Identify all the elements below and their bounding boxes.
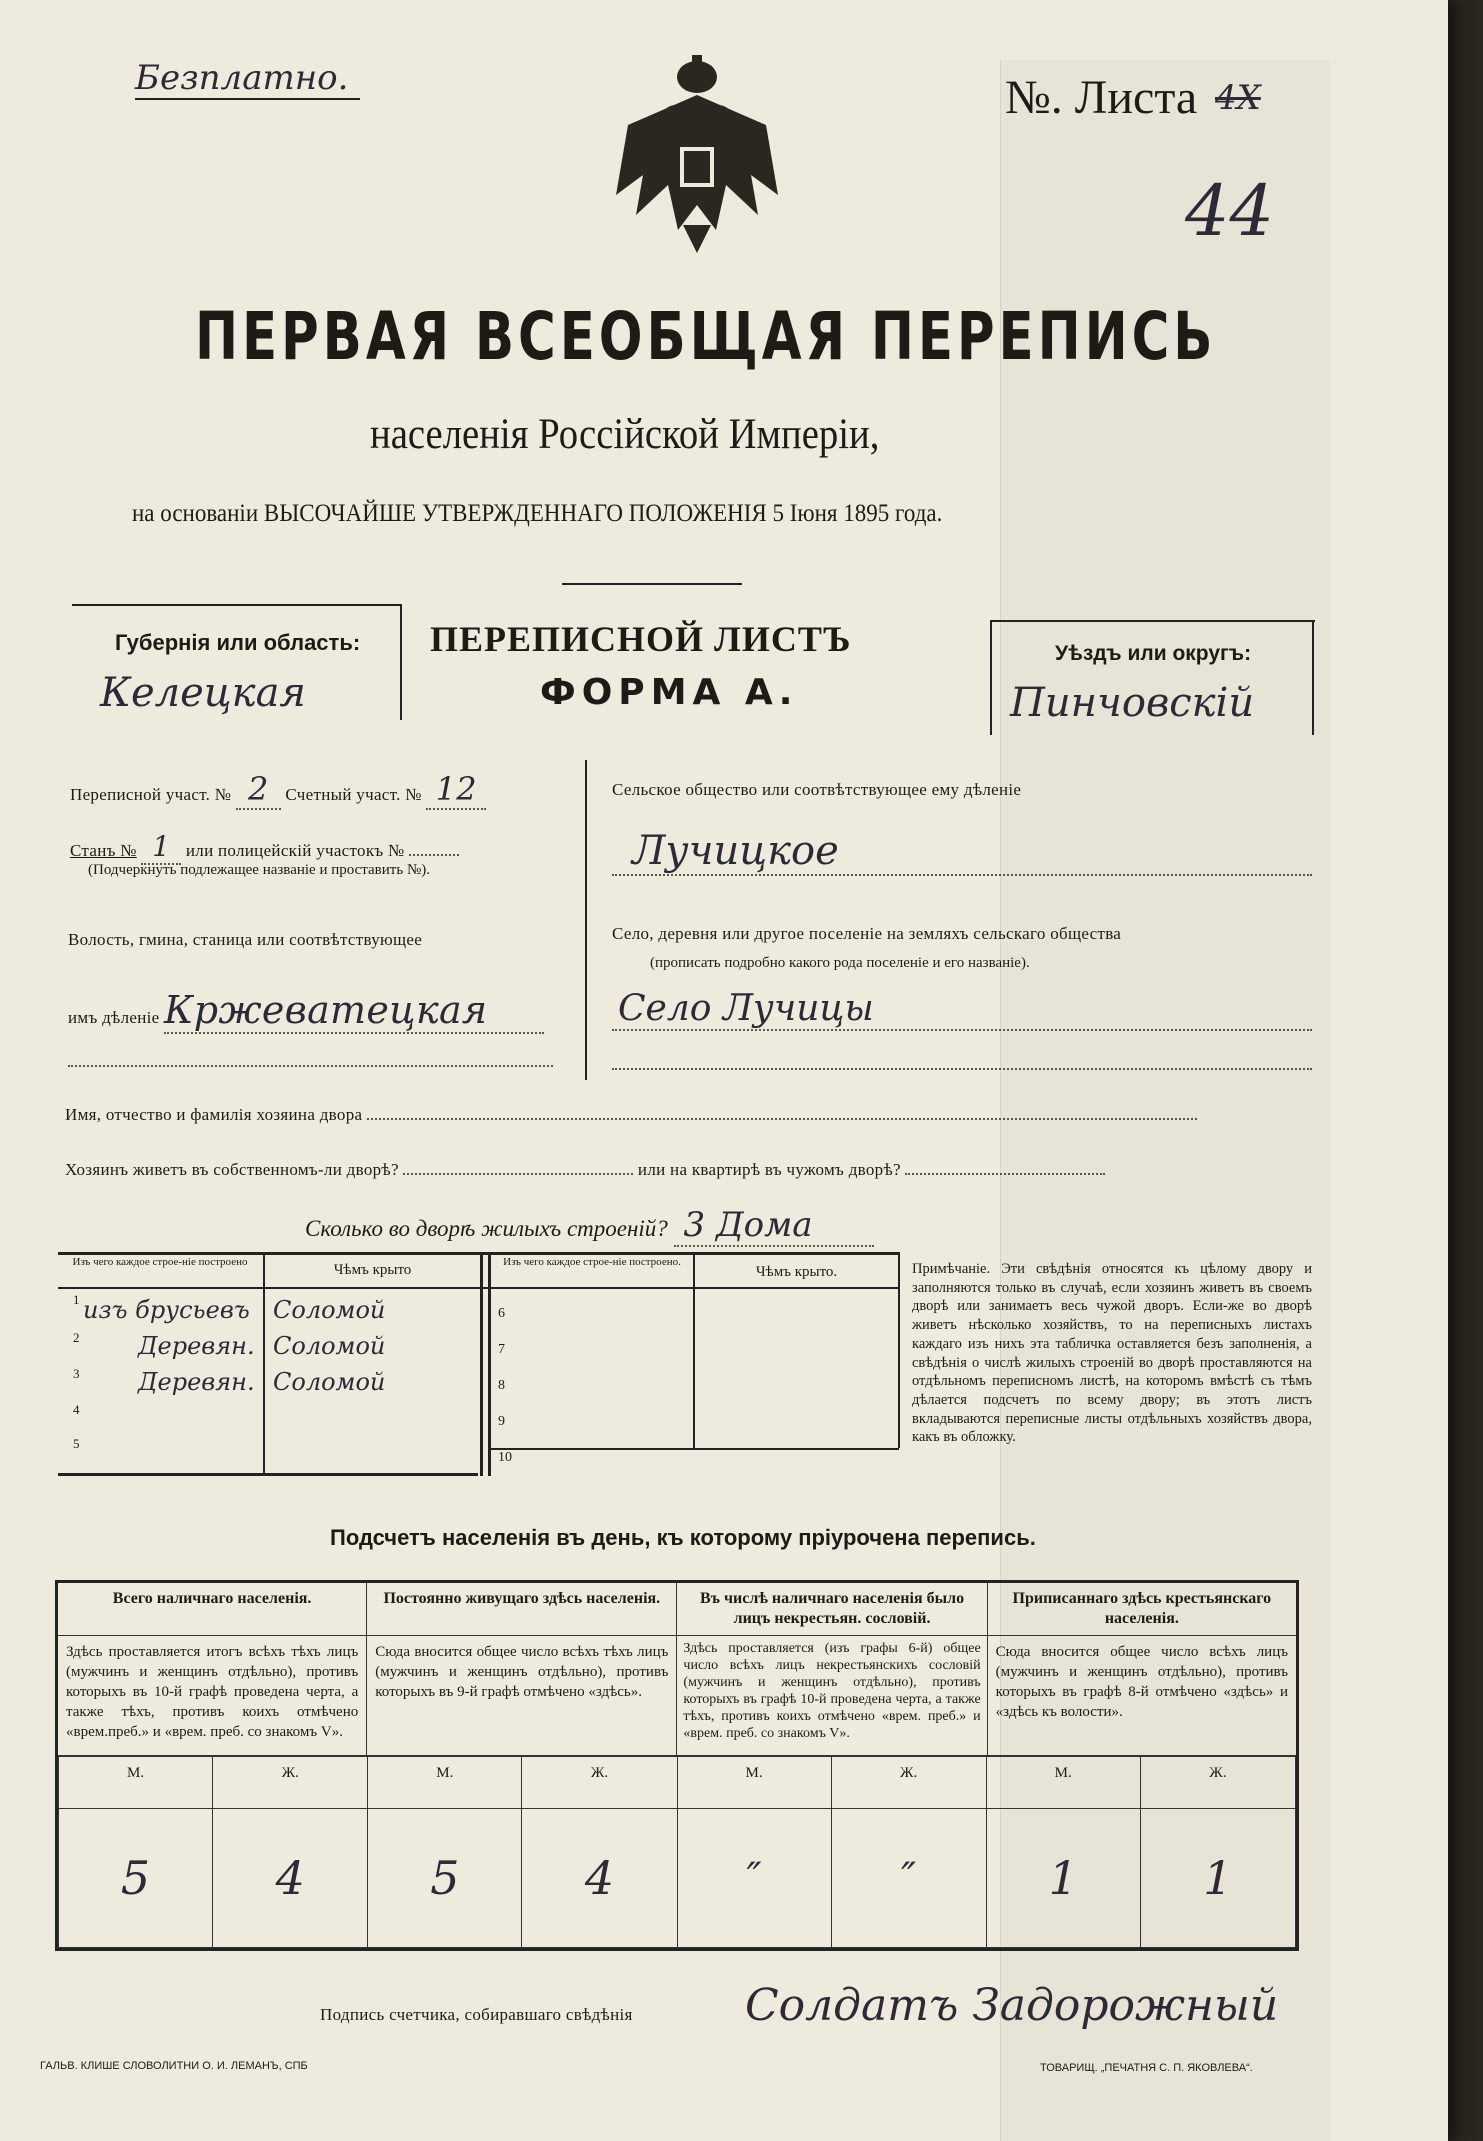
m-label: М. bbox=[986, 1757, 1140, 1809]
volost-label-2: имъ дѣленіе bbox=[68, 1008, 160, 1027]
col-title-peasant: Приписаннаго здѣсь крестьянскаго населенія. bbox=[987, 1582, 1297, 1636]
m-label: М. bbox=[59, 1757, 213, 1809]
f-label: Ж. bbox=[522, 1757, 677, 1809]
buildings-label: Сколько во дворѣ жилыхъ строеній? bbox=[305, 1216, 668, 1241]
village-value: Село Лучицы bbox=[612, 988, 1312, 1031]
col-roof-header: Чѣмъ крыто bbox=[333, 1262, 412, 1278]
f-label: Ж. bbox=[1140, 1757, 1295, 1809]
footer-right: ТОВАРИЩ. „ПЕЧАТНЯ С. П. ЯКОВЛЕВА“. bbox=[1040, 2062, 1253, 2074]
census-district-label: Переписной участ. № bbox=[70, 785, 232, 804]
col-title-total: Всего наличнаго населенія. bbox=[57, 1582, 367, 1636]
col-roof2-header: Чѣмъ крыто. bbox=[755, 1264, 838, 1280]
roof-cell: Соломой bbox=[273, 1296, 386, 1324]
material-cell: изъ брусьевъ bbox=[83, 1296, 250, 1324]
total-male-count: 5 bbox=[59, 1809, 213, 1948]
table-row: 3 Деревян. Соломой bbox=[73, 1366, 386, 1396]
free-stamp: Безплатно. bbox=[135, 58, 349, 98]
census-district-value: 2 bbox=[236, 770, 281, 810]
material-cell: Деревян. bbox=[138, 1368, 255, 1396]
count-district-label: Счетный участ. № bbox=[285, 785, 422, 804]
police-label: или полицейскій участокъ № bbox=[185, 841, 405, 860]
col-desc-total: Здѣсь проставляется итогъ всѣхъ тѣхъ лицъ (мужчинъ и женщинъ отдѣльно), противъ которыхъ въ 10-й графѣ проведена черта, а также тѣхъ, противъ коихъ отмѣчено «врем.преб.» и «врем. преб. со знакомъ V». bbox=[57, 1636, 367, 1756]
table-row: 6 bbox=[498, 1306, 505, 1321]
f-label: Ж. bbox=[213, 1757, 368, 1809]
subtitle: населенія Россійской Имперіи, bbox=[370, 411, 880, 458]
footer-left: ГАЛЬВ. КЛИШЕ СЛОВОЛИТНИ О. И. ЛЕМАНЪ, СПБ bbox=[40, 2060, 308, 2072]
peasant-female-count: 1 bbox=[1140, 1809, 1295, 1948]
own-yard-label: Хозяинъ живетъ въ собственномъ-ли дворѣ? bbox=[65, 1160, 399, 1179]
note-text: Примѣчаніе. Эти свѣдѣнія относятся къ цѣлому двору и заполняются только въ случаѣ, если хозяинъ живетъ въ своемъ дворѣ или занимаетъ весь чужой дворъ. Если-же во дворѣ живетъ нѣсколько хозяйствъ, то на переписныхъ листахъ каждаго изъ нихъ эта табличка оставляется безъ заполненія, а свѣдѣнія о числѣ жилыхъ строеній во дворѣ проставляются на отдѣльномъ переписномъ листѣ, на которомъ вмѣстѣ съ тѣмъ дѣлается подсчетъ по всему двору; въ этотъ листъ вкладываются переписные листы отдѣльныхъ хозяйствъ двора, какъ въ обложку. bbox=[912, 1261, 1312, 1446]
table-row: 7 bbox=[498, 1342, 505, 1357]
col-desc-non-peasant: Здѣсь проставляется (изъ графы 6-й) общее число всѣхъ лицъ некрестьянскихъ сословій (мужчинъ и женщинъ отдѣльно), противъ которыхъ въ графѣ 10-й проведена черта, а также тѣхъ, противъ коихъ отмѣчено «врем. преб.» и «врем. преб. со знакомъ V». bbox=[677, 1636, 987, 1756]
f-label: Ж. bbox=[831, 1757, 986, 1809]
col-material-header: Изъ чего каждое строе-ніе построено bbox=[72, 1256, 248, 1268]
signature-value: Солдатъ Задорожный bbox=[745, 1980, 1279, 2031]
province-value: Келецкая bbox=[100, 670, 306, 716]
m-label: М. bbox=[368, 1757, 522, 1809]
village-note: (прописать подробно какого рода поселеніе и его названіе). bbox=[650, 955, 1030, 971]
non-peasant-female-count: ″ bbox=[831, 1809, 986, 1948]
sheet-number-label: №. Листа bbox=[1005, 71, 1198, 124]
stan-label: Станъ № bbox=[70, 841, 137, 860]
volost-value: Кржеватецкая bbox=[164, 988, 544, 1034]
col-material2-header: Изъ чего каждое строе-ніе построено. bbox=[503, 1256, 681, 1268]
population-heading: Подсчетъ населенія въ день, къ которому пріурочена перепись. bbox=[330, 1525, 1036, 1550]
main-title: ПЕРВАЯ ВСЕОБЩАЯ ПЕРЕПИСЬ bbox=[195, 298, 1217, 375]
non-peasant-male-count: ″ bbox=[677, 1809, 831, 1948]
society-value: Лучицкое bbox=[612, 828, 1312, 876]
table-row: 9 bbox=[498, 1414, 505, 1429]
form-title: ПЕРЕПИСНОЙ ЛИСТЪ bbox=[430, 619, 852, 659]
peasant-male-count: 1 bbox=[986, 1809, 1140, 1948]
roof-cell: Соломой bbox=[273, 1368, 386, 1396]
owner-name-label: Имя, отчество и фамилія хозяина двора bbox=[65, 1105, 363, 1124]
legal-basis: на основаніи ВЫСОЧАЙШЕ УТВЕРЖДЕННАГО ПОЛОЖЕНІЯ 5 Іюня 1895 года. bbox=[132, 500, 943, 527]
population-table bbox=[55, 1580, 1299, 1951]
roof-cell: Соломой bbox=[273, 1332, 386, 1360]
province-label: Губернія или область: bbox=[115, 630, 361, 655]
col-desc-permanent: Сюда вносится общее число всѣхъ тѣхъ лицъ (мужчинъ и женщинъ отдѣльно), противъ которыхъ въ 9-й графѣ отмѣчено «здѣсь». bbox=[367, 1636, 677, 1756]
sheet-number-handwritten: 44 bbox=[1185, 170, 1275, 252]
buildings-table bbox=[58, 1252, 898, 1477]
table-row: 10 bbox=[498, 1450, 512, 1465]
count-district-value: 12 bbox=[426, 770, 486, 810]
district-value: Пинчовскій bbox=[1010, 680, 1255, 726]
m-label: М. bbox=[677, 1757, 831, 1809]
form-subtitle: ФОРМА А. bbox=[540, 672, 799, 713]
sheet-number-crossed: 4X bbox=[1215, 78, 1261, 118]
volost-label: Волость, гмина, станица или соотвѣтствующее bbox=[68, 930, 423, 949]
stan-value: 1 bbox=[141, 830, 181, 865]
permanent-female-count: 4 bbox=[522, 1809, 677, 1948]
signature-label: Подпись счетчика, собиравшаго свѣдѣнія bbox=[320, 2005, 633, 2024]
table-row: 4 bbox=[73, 1402, 80, 1417]
district-label: Уѣздъ или округъ: bbox=[1055, 642, 1252, 665]
village-label: Село, деревня или другое поселеніе на земляхъ сельскаго общества bbox=[612, 924, 1122, 943]
col-title-permanent: Постоянно живущаго здѣсь населенія. bbox=[367, 1582, 677, 1636]
table-row: 8 bbox=[498, 1378, 505, 1393]
table-row: 5 bbox=[73, 1436, 80, 1451]
col-desc-peasant: Сюда вносится общее число всѣхъ лицъ (мужчинъ и женщинъ отдѣльно), противъ которыхъ въ графѣ 8-й отмѣчено «здѣсь» и «здѣсь къ волости». bbox=[987, 1636, 1297, 1756]
material-cell: Деревян. bbox=[138, 1332, 255, 1360]
table-row: 1 изъ брусьевъ Соломой bbox=[73, 1292, 386, 1324]
society-label: Сельское общество или соотвѣтствующее ему дѣленіе bbox=[612, 780, 1022, 799]
buildings-value: 3 Дома bbox=[674, 1205, 874, 1247]
col-title-non-peasant: Въ числѣ наличнаго населенія было лицъ некрестьян. сословій. bbox=[677, 1582, 987, 1636]
table-row: 2 Деревян. Соломой bbox=[73, 1330, 386, 1360]
stan-note: (Подчеркнуть подлежащее названіе и проставить №). bbox=[88, 862, 430, 878]
permanent-male-count: 5 bbox=[368, 1809, 522, 1948]
eagle-emblem-icon bbox=[608, 55, 786, 255]
total-female-count: 4 bbox=[213, 1809, 368, 1948]
rented-label: или на квартирѣ въ чужомъ дворѣ? bbox=[637, 1160, 901, 1179]
